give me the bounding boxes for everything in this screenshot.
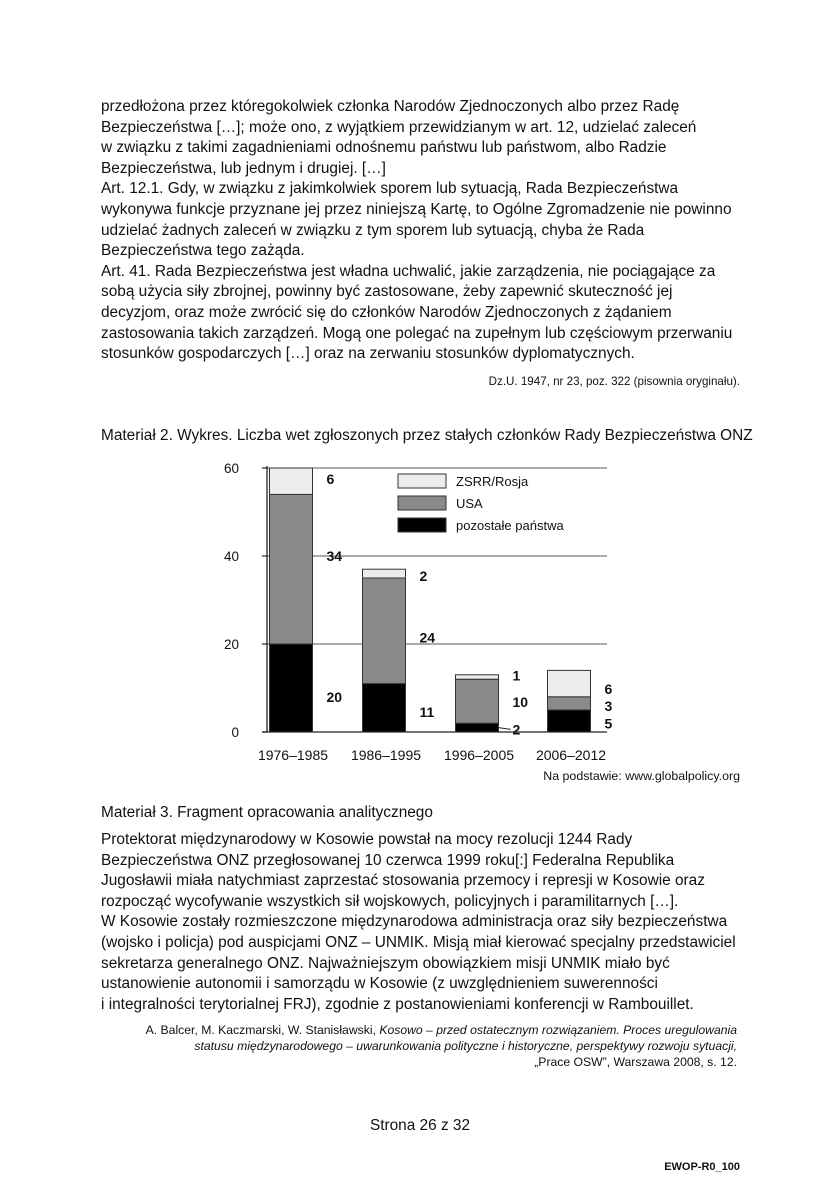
legend-label: USA (456, 496, 483, 511)
bar-zsrr-rosja (456, 675, 499, 679)
x-tick-label: 2006–2012 (535, 747, 607, 763)
data-label: 1 (512, 667, 521, 684)
bar-pozosta-e-pa-stwa (270, 644, 313, 732)
material-3-line: Bezpieczeństwa ONZ przegłosowanej 10 czerwca 1999 roku[:] Federalna Republika (101, 851, 675, 869)
exam-code: EWOP-R0_100 (664, 1161, 740, 1173)
data-label: 11 (419, 704, 435, 721)
x-tick-label: 1986–1995 (350, 747, 422, 763)
material-3-line: rozpocząć wycofywanie wszystkich sił wojskowych, policyjnych i paramilitarnych […]. (101, 892, 679, 910)
material-1-line: decyzjom, oraz może zwrócić się do członków Narodów Zjednoczonych z żądaniem (101, 303, 672, 321)
data-label: 2 (419, 567, 428, 584)
legend-swatch (398, 474, 446, 488)
material-1-line: sobą użycia siły zbrojnej, powinny być zastosowane, żeby zapewnić skuteczność jej (101, 283, 673, 301)
material-1-source: Dz.U. 1947, nr 23, poz. 322 (pisownia oryginału). (488, 375, 740, 388)
data-label: 6 (326, 471, 335, 487)
x-tick-label: 1996–2005 (443, 747, 515, 763)
material-1-text (101, 97, 751, 365)
bar-usa (456, 679, 499, 723)
material-1-line: udzielać żadnych zaleceń w związku z tym sporem lub sytuacją, chyba że Rada (101, 221, 645, 239)
bar-pozosta-e-pa-stwa (456, 723, 499, 732)
y-tick-label: 60 (223, 461, 239, 476)
data-label: 2 (512, 721, 521, 738)
page-number: Strona 26 z 32 (369, 1117, 471, 1134)
data-label: 24 (419, 629, 436, 646)
citation-line-2: statusu międzynarodowego – uwarunkowania polityczne i historyczne, perspektywy rozwoju sytuacji, (194, 1039, 737, 1053)
label-leader (499, 728, 511, 730)
data-label: 10 (512, 694, 529, 711)
data-label: 34 (326, 548, 343, 564)
material-1-line: zastosowania takich zarządzeń. Mogą one polegać na zupełnym lub częściowym przerwaniu (101, 324, 733, 342)
bar-pozosta-e-pa-stwa (548, 710, 591, 732)
data-label: 5 (604, 715, 613, 732)
material-1-line: Bezpieczeństwa, lub jednym i drugiej. […] (101, 159, 386, 177)
y-tick-label: 40 (223, 549, 239, 564)
legend-swatch (398, 518, 446, 532)
bar-usa (363, 578, 406, 684)
material-1-line: wykonywa funkcje przyznane jej przez niniejszą Kartę, to Ogólne Zgromadzenie nie powinno (101, 200, 732, 218)
material-3-line: Jugosławii miała natychmiast zaprzestać stosowania przemocy i represji w Kosowie oraz (101, 872, 705, 890)
material-3-line: ustanowienie autonomii i samorządu w Kosowie (z uwzględnieniem suwerenności (101, 975, 658, 993)
bar-zsrr-rosja (363, 569, 406, 578)
x-tick-label: 1976–1985 (257, 747, 329, 763)
material-3-line: Protektorat międzynarodowy w Kosowie powstał na mocy rezolucji 1244 Rady (101, 831, 633, 848)
legend-label: pozostałe państwa (456, 518, 564, 533)
bar-usa (270, 494, 313, 644)
material-3-line: (wojsko i policja) pod auspicjami ONZ – UNMIK. Misją miał kierować specjalny przedstawiciel (101, 933, 736, 951)
material-2-title: Materiał 2. Wykres. Liczba wet zgłoszonych przez stałych członków Rady Bezpieczeństwa ONZ (101, 427, 753, 444)
material-1-line: Bezpieczeństwa tego zażąda. (101, 242, 305, 260)
citation-line-1: A. Balcer, M. Kaczmarski, W. Stanisławski, Kosowo – przed ostatecznym rozwiązaniem. Proces uregulowania (145, 1023, 737, 1037)
y-tick-label: 20 (223, 637, 239, 652)
material-3-line: sekretarza generalnego ONZ. Najważniejszym obowiązkiem misji UNMIK miało być (101, 954, 670, 972)
material-1-line: w związku z takimi zagadnieniami odnośnemu państwu lub państwom, albo Radzie (101, 139, 667, 157)
legend-label: ZSRR/Rosja (456, 474, 529, 489)
bar-pozosta-e-pa-stwa (363, 684, 406, 732)
material-1-line: Bezpieczeństwa […]; może ono, z wyjątkiem przewidzianym w art. 12, udzielać zaleceń (101, 118, 697, 136)
citation-line-3: „Prace OSW”, Warszawa 2008, s. 12. (534, 1055, 737, 1069)
veto-chart (212, 452, 632, 772)
bar-zsrr-rosja (548, 670, 591, 696)
material-1-line: Art. 41. Rada Bezpieczeństwa jest władna uchwalić, jakie zarządzenia, nie pociągające za (101, 262, 716, 280)
material-1-line: Art. 12.1. Gdy, w związku z jakimkolwiek sporem lub sytuacją, Rada Bezpieczeństwa (101, 180, 679, 198)
bar-zsrr-rosja (270, 468, 313, 494)
material-3-title: Materiał 3. Fragment opracowania analitycznego (101, 804, 433, 821)
material-3-line: i integralności terytorialnej FRJ), zgodnie z postanowieniami konferencji w Rambouillet. (101, 995, 694, 1013)
material-2-source: Na podstawie: www.globalpolicy.org (543, 769, 740, 783)
material-3-line: W Kosowie zostały rozmieszczone międzynarodowa administracja oraz siły bezpieczeństwa (101, 913, 728, 931)
material-1-line: stosunków gospodarczych […] oraz na zerwaniu stosunków dyplomatycznych. (101, 345, 635, 363)
y-tick-label: 0 (231, 725, 239, 740)
data-label: 6 (604, 680, 613, 697)
material-3-citation (146, 1022, 737, 1070)
bar-usa (548, 697, 591, 710)
material-3-text (101, 830, 751, 1015)
data-label: 20 (326, 688, 343, 705)
material-1-line: przedłożona przez któregokolwiek członka Narodów Zjednoczonych albo przez Radę (101, 98, 680, 115)
data-label: 3 (604, 698, 613, 715)
legend-swatch (398, 496, 446, 510)
